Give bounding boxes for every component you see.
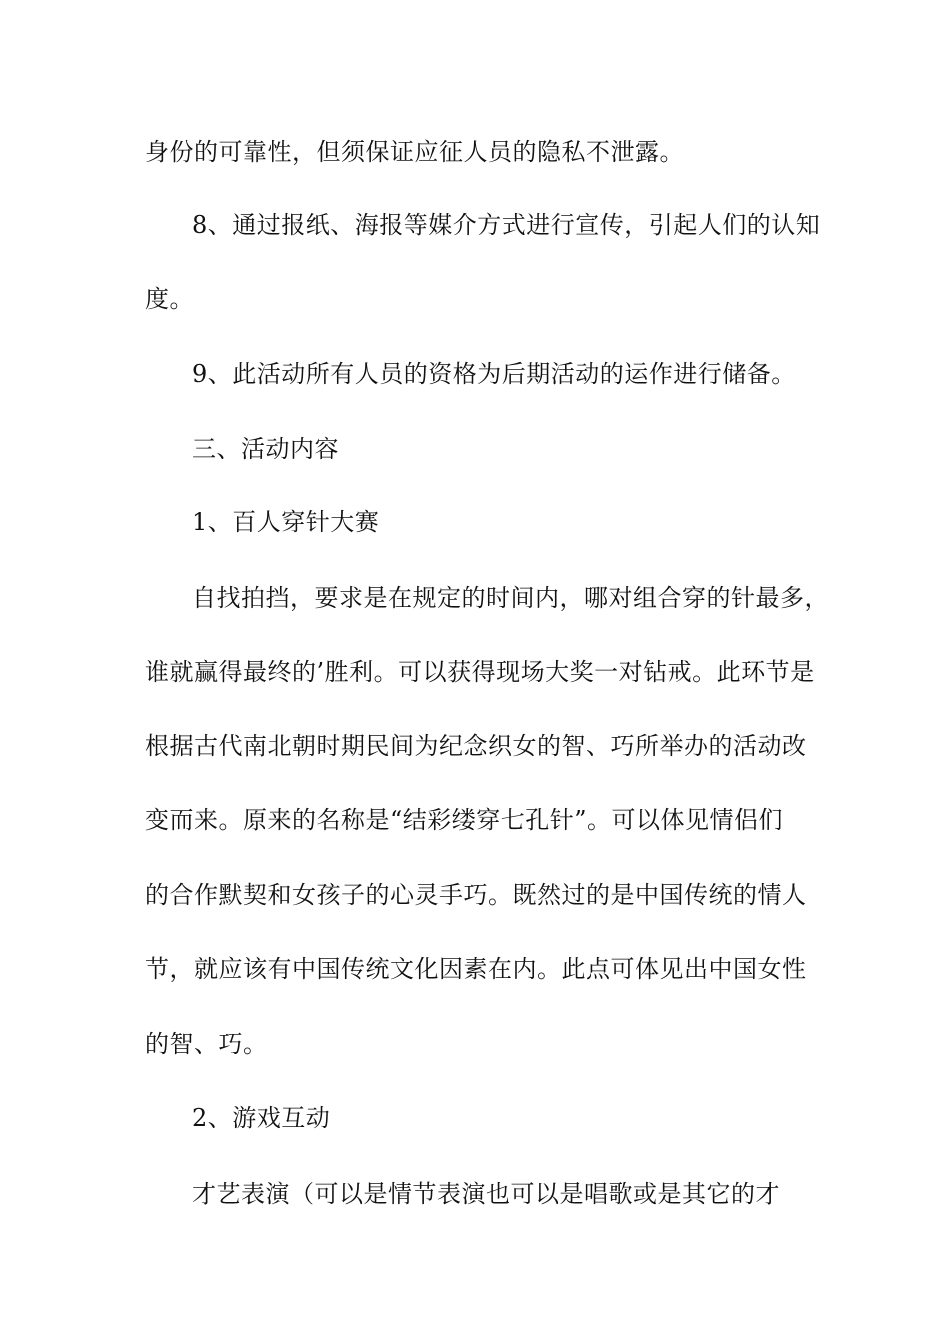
paragraph-line: 变而来。原来的名称是“结彩缕穿七孔针”。可以体见情侣们 <box>145 806 784 834</box>
paragraph-line: 谁就赢得最终的’胜利。可以获得现场大奖一对钻戒。此环节是 <box>145 658 815 686</box>
paragraph-line: 的合作默契和女孩子的心灵手巧。既然过的是中国传统的情人 <box>145 881 807 909</box>
paragraph-line: 节，就应该有中国传统文化因素在内。此点可体见出中国女性 <box>145 955 807 983</box>
paragraph-line: 度。 <box>145 285 194 313</box>
paragraph-line: 自找拍挡，要求是在规定的时间内，哪对组合穿的针最多， <box>192 584 829 612</box>
subsection-heading: 1、百人穿针大赛 <box>192 508 380 536</box>
paragraph-line: 身份的可靠性，但须保证应征人员的隐私不泄露。 <box>145 138 684 166</box>
paragraph-line: 才艺表演（可以是情节表演也可以是唱歌或是其它的才 <box>192 1180 780 1208</box>
paragraph-line: 的智、巧。 <box>145 1030 268 1058</box>
section-heading: 三、活动内容 <box>192 435 339 463</box>
subsection-heading: 2、游戏互动 <box>192 1104 331 1132</box>
paragraph-line: 9、此活动所有人员的资格为后期活动的运作进行储备。 <box>192 360 796 388</box>
paragraph-line: 根据古代南北朝时期民间为纪念织女的智、巧所举办的活动改 <box>145 732 807 760</box>
paragraph-line: 8、通过报纸、海报等媒介方式进行宣传，引起人们的认知 <box>192 211 821 239</box>
